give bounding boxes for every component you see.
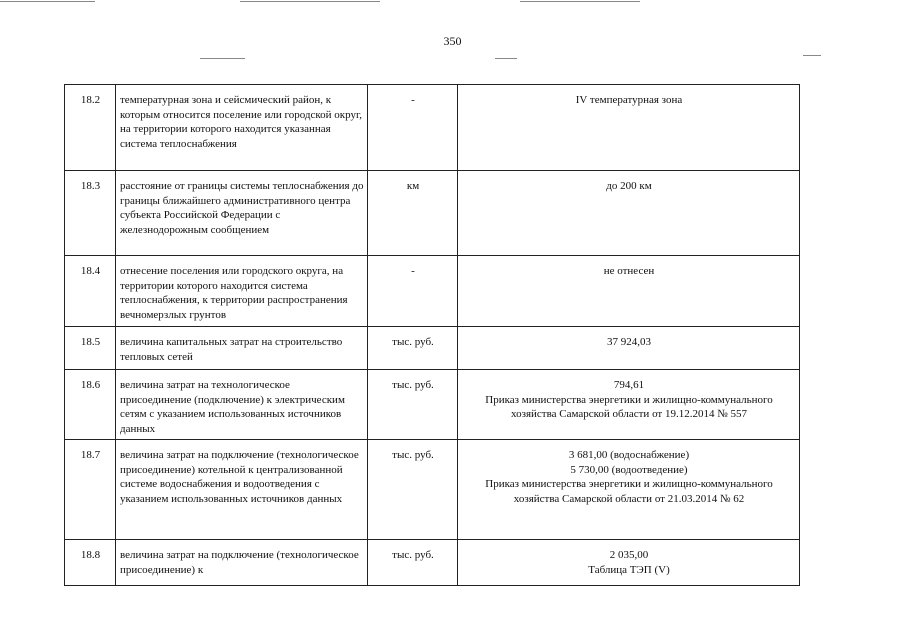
value-line: Таблица ТЭП (V) (588, 563, 670, 576)
row-unit: - (368, 256, 458, 327)
row-description: температурная зона и сейсмический район, к которым относится поселение или городской округ, на территории которого находится указанная система теплоснабжения (116, 85, 368, 171)
row-unit: км (368, 171, 458, 256)
row-value (458, 440, 800, 540)
row-value (458, 256, 800, 327)
scan-mark (200, 58, 245, 59)
row-number: 18.6 (65, 370, 116, 440)
table-row (65, 327, 800, 370)
row-number: 18.3 (65, 171, 116, 256)
row-description: расстояние от границы системы теплоснабжения до границы ближайшего административного центра субъекта Российской Федерации с железнодорожным сообщением (116, 171, 368, 256)
row-description: величина капитальных затрат на строительство тепловых сетей (116, 327, 368, 370)
table-row (65, 440, 800, 540)
value-line: Приказ министерства энергетики и жилищно-коммунального хозяйства Самарской области от 19.12.2014 № 557 (485, 393, 773, 420)
value-line: Приказ министерства энергетики и жилищно-коммунального хозяйства Самарской области от 21.03.2014 № 62 (485, 478, 773, 505)
scan-mark (240, 1, 380, 2)
page-number: 350 (443, 34, 462, 48)
row-value (458, 171, 800, 256)
row-value (458, 540, 800, 586)
row-description: отнесение поселения или городского округа, на территории которого находится система теплоснабжения, к территории распространения вечномерзлых грунтов (116, 256, 368, 327)
row-unit: тыс. руб. (368, 540, 458, 586)
scan-mark (520, 1, 640, 2)
row-unit: - (368, 85, 458, 171)
table-row (65, 540, 800, 586)
row-value (458, 370, 800, 440)
row-number: 18.8 (65, 540, 116, 586)
table-row (65, 85, 800, 171)
value-line: 3 681,00 (водоснабжение) (568, 449, 690, 461)
row-number: 18.4 (65, 256, 116, 327)
table-row (65, 370, 800, 440)
row-number: 18.7 (65, 440, 116, 540)
table-row (65, 171, 800, 256)
value-line: 5 730,00 (водоотведение) (570, 463, 688, 476)
row-description: величина затрат на подключение (технологическое присоединение) к (116, 540, 368, 586)
row-unit: тыс. руб. (368, 327, 458, 370)
scan-mark (0, 1, 95, 2)
row-description: величина затрат на подключение (технологическое присоединение) котельной к централизованной системе водоснабжения и водоотведения с указанием использованных источников данных (116, 440, 368, 540)
value-line: не отнесен (603, 265, 655, 277)
row-value (458, 327, 800, 370)
value-line: 2 035,00 (609, 549, 649, 561)
row-value (458, 85, 800, 171)
scan-mark (495, 58, 517, 59)
value-line: IV температурная зона (575, 94, 683, 106)
parameters-table (64, 84, 800, 586)
value-line: 794,61 (613, 379, 645, 391)
row-unit: тыс. руб. (368, 440, 458, 540)
value-line: 37 924,03 (607, 336, 651, 348)
row-number: 18.5 (65, 327, 116, 370)
row-unit: тыс. руб. (368, 370, 458, 440)
row-number: 18.2 (65, 85, 116, 171)
value-line: до 200 км (606, 180, 652, 192)
row-description: величина затрат на технологическое присоединение (подключение) к электрическим сетям с указанием использованных источников данных (116, 370, 368, 440)
scan-mark (803, 55, 821, 56)
table-row (65, 256, 800, 327)
